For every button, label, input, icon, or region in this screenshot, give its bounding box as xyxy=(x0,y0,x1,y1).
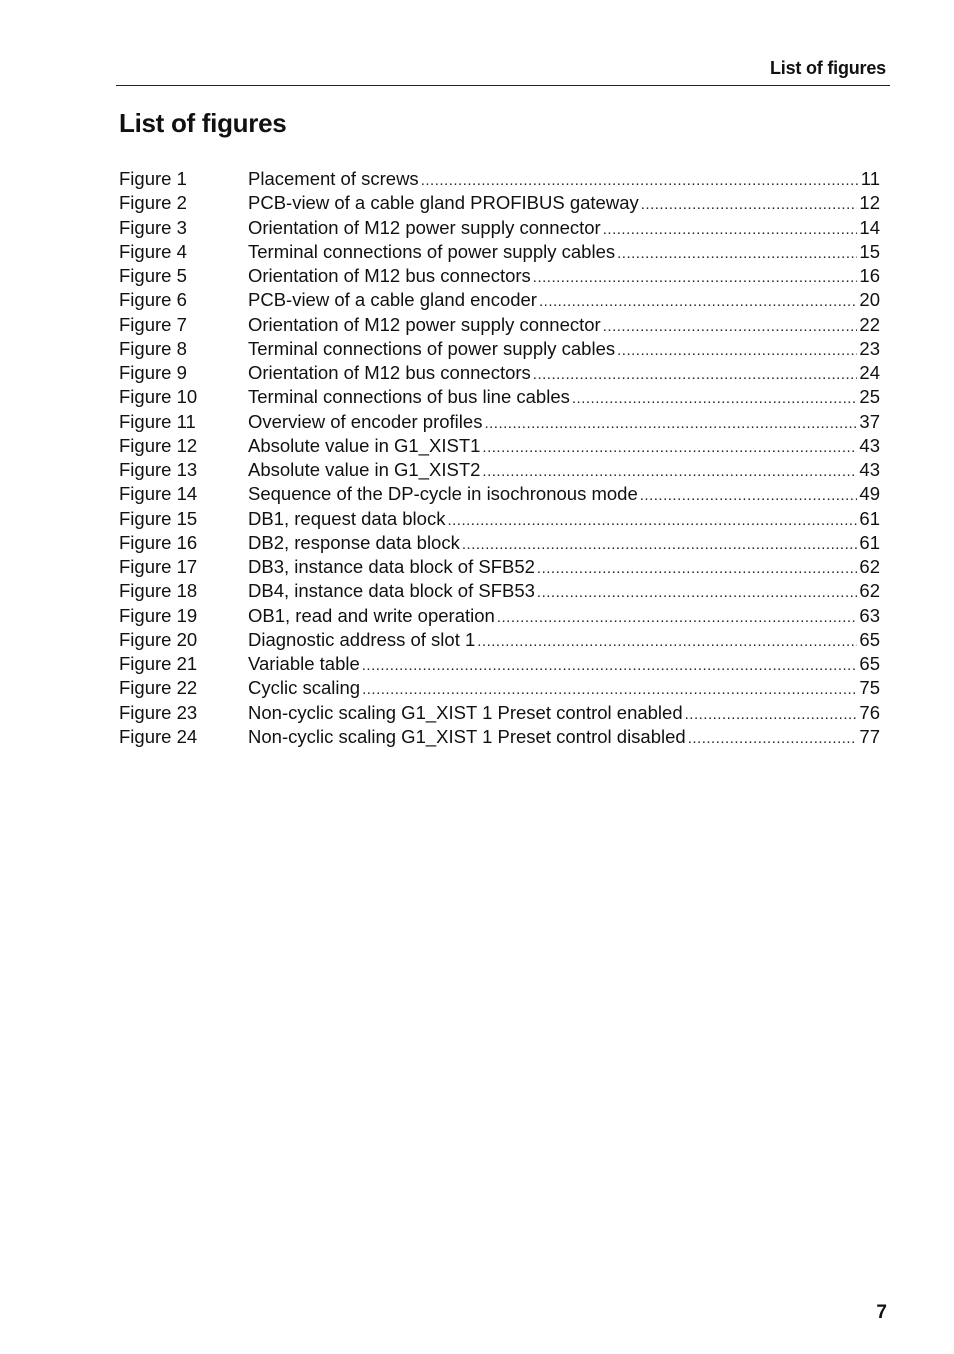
figure-entry[interactable] xyxy=(119,361,880,385)
figure-entry[interactable] xyxy=(119,337,880,361)
figure-entry[interactable] xyxy=(119,531,880,555)
figure-title[interactable]: Orientation of M12 bus connectors xyxy=(248,265,531,286)
figure-page-number[interactable]: 25 xyxy=(859,386,880,408)
figure-entry[interactable] xyxy=(119,385,880,409)
figure-entry[interactable] xyxy=(119,628,880,652)
figure-entry[interactable] xyxy=(119,652,880,676)
dot-leader xyxy=(603,218,858,242)
page-title: List of figures xyxy=(119,108,287,138)
figure-title[interactable]: Placement of screws xyxy=(248,168,419,189)
dot-leader xyxy=(482,436,857,460)
figure-page-number[interactable]: 61 xyxy=(859,507,880,529)
figure-title[interactable]: Sequence of the DP-cycle in isochronous mode xyxy=(248,483,638,505)
figure-label: Figure 19 xyxy=(119,604,198,626)
figure-title[interactable]: Non-cyclic scaling G1_XIST 1 Preset control disabled xyxy=(248,725,686,747)
figure-page-number[interactable]: 63 xyxy=(859,604,880,626)
figure-label: Figure 14 xyxy=(119,483,198,505)
figure-page-number[interactable]: 20 xyxy=(859,289,880,311)
figure-title[interactable]: Cyclic scaling xyxy=(248,677,361,699)
figure-title[interactable]: Orientation of M12 bus connectors xyxy=(248,362,531,383)
figure-entry[interactable] xyxy=(119,676,880,700)
figure-title[interactable]: Terminal connections of power supply cables xyxy=(248,240,616,262)
dot-leader xyxy=(539,290,857,314)
figure-label: Figure 6 xyxy=(119,289,187,311)
figure-entry[interactable] xyxy=(119,410,880,434)
figure-title[interactable]: Non-cyclic scaling G1_XIST 1 Preset control enabled xyxy=(248,701,683,723)
figure-label: Figure 7 xyxy=(119,313,187,335)
figure-page-number[interactable]: 75 xyxy=(859,677,880,699)
figure-page-number[interactable]: 43 xyxy=(859,434,880,456)
figure-page-number[interactable]: 62 xyxy=(859,580,880,602)
figure-label: Figure 9 xyxy=(119,362,187,383)
dot-leader xyxy=(362,678,857,702)
figure-label: Figure 10 xyxy=(119,386,198,408)
figure-page-number[interactable]: 12 xyxy=(859,192,880,214)
figure-page-number[interactable]: 49 xyxy=(859,483,880,505)
figure-entry[interactable] xyxy=(119,434,880,458)
figure-page-number[interactable]: 11 xyxy=(860,168,880,189)
dot-leader xyxy=(484,412,857,436)
figure-page-number[interactable]: 65 xyxy=(859,653,880,674)
figure-entry[interactable] xyxy=(119,482,880,506)
dot-leader xyxy=(533,363,858,387)
figure-page-number[interactable]: 37 xyxy=(859,410,880,432)
dot-leader xyxy=(447,509,857,533)
figure-title[interactable]: Diagnostic address of slot 1 xyxy=(248,628,476,650)
figure-entry[interactable] xyxy=(119,604,880,628)
figure-label: Figure 20 xyxy=(119,628,198,650)
figure-page-number[interactable]: 14 xyxy=(859,216,880,238)
figure-label: Figure 12 xyxy=(119,434,198,456)
figure-title[interactable]: PCB-view of a cable gland PROFIBUS gateway xyxy=(248,192,639,214)
figure-page-number[interactable]: 77 xyxy=(859,725,880,747)
figure-label: Figure 24 xyxy=(119,725,198,747)
figure-label: Figure 4 xyxy=(119,240,187,262)
dot-leader xyxy=(421,169,859,193)
figure-page-number[interactable]: 62 xyxy=(859,556,880,577)
figure-label: Figure 5 xyxy=(119,265,187,286)
figure-entry[interactable] xyxy=(119,725,880,749)
dot-leader xyxy=(477,630,857,654)
figure-page-number[interactable]: 22 xyxy=(859,313,880,335)
figure-label: Figure 18 xyxy=(119,580,198,602)
figure-title[interactable]: DB4, instance data block of SFB53 xyxy=(248,580,535,602)
figure-entry[interactable] xyxy=(119,191,880,215)
figure-page-number[interactable]: 76 xyxy=(859,701,880,723)
dot-leader xyxy=(482,460,857,484)
figure-entry[interactable] xyxy=(119,507,880,531)
dot-leader xyxy=(641,193,858,217)
figure-label: Figure 3 xyxy=(119,216,187,238)
dot-leader xyxy=(640,484,858,508)
figure-list xyxy=(119,167,880,749)
figure-title[interactable]: PCB-view of a cable gland encoder xyxy=(248,289,537,311)
figure-label: Figure 11 xyxy=(119,410,196,432)
dot-leader xyxy=(462,533,858,557)
dot-leader xyxy=(572,387,858,411)
running-header: List of figures xyxy=(769,58,886,78)
figure-entry[interactable] xyxy=(119,167,880,191)
figure-label: Figure 17 xyxy=(119,556,198,577)
figure-title[interactable]: OB1, read and write operation xyxy=(248,604,495,626)
figure-title[interactable]: Terminal connections of bus line cables xyxy=(248,386,570,408)
dot-leader xyxy=(617,339,857,363)
figure-entry[interactable] xyxy=(119,288,880,312)
figure-label: Figure 16 xyxy=(119,531,198,553)
figure-entry[interactable] xyxy=(119,240,880,264)
figure-page-number[interactable]: 43 xyxy=(859,459,880,480)
dot-leader xyxy=(603,315,858,339)
dot-leader xyxy=(537,557,858,581)
figure-label: Figure 21 xyxy=(119,653,198,674)
dot-leader xyxy=(685,703,858,727)
figure-entry[interactable] xyxy=(119,264,880,288)
figure-label: Figure 15 xyxy=(119,507,198,529)
figure-label: Figure 1 xyxy=(119,168,187,189)
figure-title[interactable]: Orientation of M12 power supply connector xyxy=(248,216,601,238)
figure-page-number[interactable]: 23 xyxy=(859,337,880,359)
figure-title[interactable]: Variable table xyxy=(248,653,360,674)
figure-entry[interactable] xyxy=(119,701,880,725)
figure-title[interactable]: Terminal connections of power supply cables xyxy=(248,337,616,359)
figure-page-number[interactable]: 61 xyxy=(859,531,880,553)
page-number: 7 xyxy=(876,1302,887,1323)
figure-label: Figure 2 xyxy=(119,192,187,214)
figure-title[interactable]: Absolute value in G1_XIST1 xyxy=(248,434,481,456)
figure-title[interactable]: DB2, response data block xyxy=(248,531,460,553)
dot-leader xyxy=(497,606,858,630)
figure-entry[interactable] xyxy=(119,216,880,240)
figure-page-number[interactable]: 15 xyxy=(859,240,880,262)
figure-label: Figure 23 xyxy=(119,701,198,723)
figure-entry[interactable] xyxy=(119,579,880,603)
dot-leader xyxy=(617,242,857,266)
figure-title[interactable]: DB3, instance data block of SFB52 xyxy=(248,556,535,577)
figure-title[interactable]: Absolute value in G1_XIST2 xyxy=(248,459,481,480)
figure-title[interactable]: DB1, request data block xyxy=(248,507,446,529)
header-divider xyxy=(116,85,890,86)
figure-page-number[interactable]: 24 xyxy=(859,362,880,383)
dot-leader xyxy=(537,581,858,605)
figure-title[interactable]: Overview of encoder profiles xyxy=(248,410,483,432)
figure-entry[interactable] xyxy=(119,313,880,337)
dot-leader xyxy=(362,654,858,678)
dot-leader xyxy=(688,727,858,751)
figure-page-number[interactable]: 65 xyxy=(859,628,880,650)
figure-label: Figure 8 xyxy=(119,337,187,359)
figure-page-number[interactable]: 16 xyxy=(859,265,880,286)
figure-label: Figure 22 xyxy=(119,677,198,699)
figure-entry[interactable] xyxy=(119,458,880,482)
figure-label: Figure 13 xyxy=(119,459,198,480)
figure-title[interactable]: Orientation of M12 power supply connector xyxy=(248,313,601,335)
figure-entry[interactable] xyxy=(119,555,880,579)
dot-leader xyxy=(533,266,858,290)
